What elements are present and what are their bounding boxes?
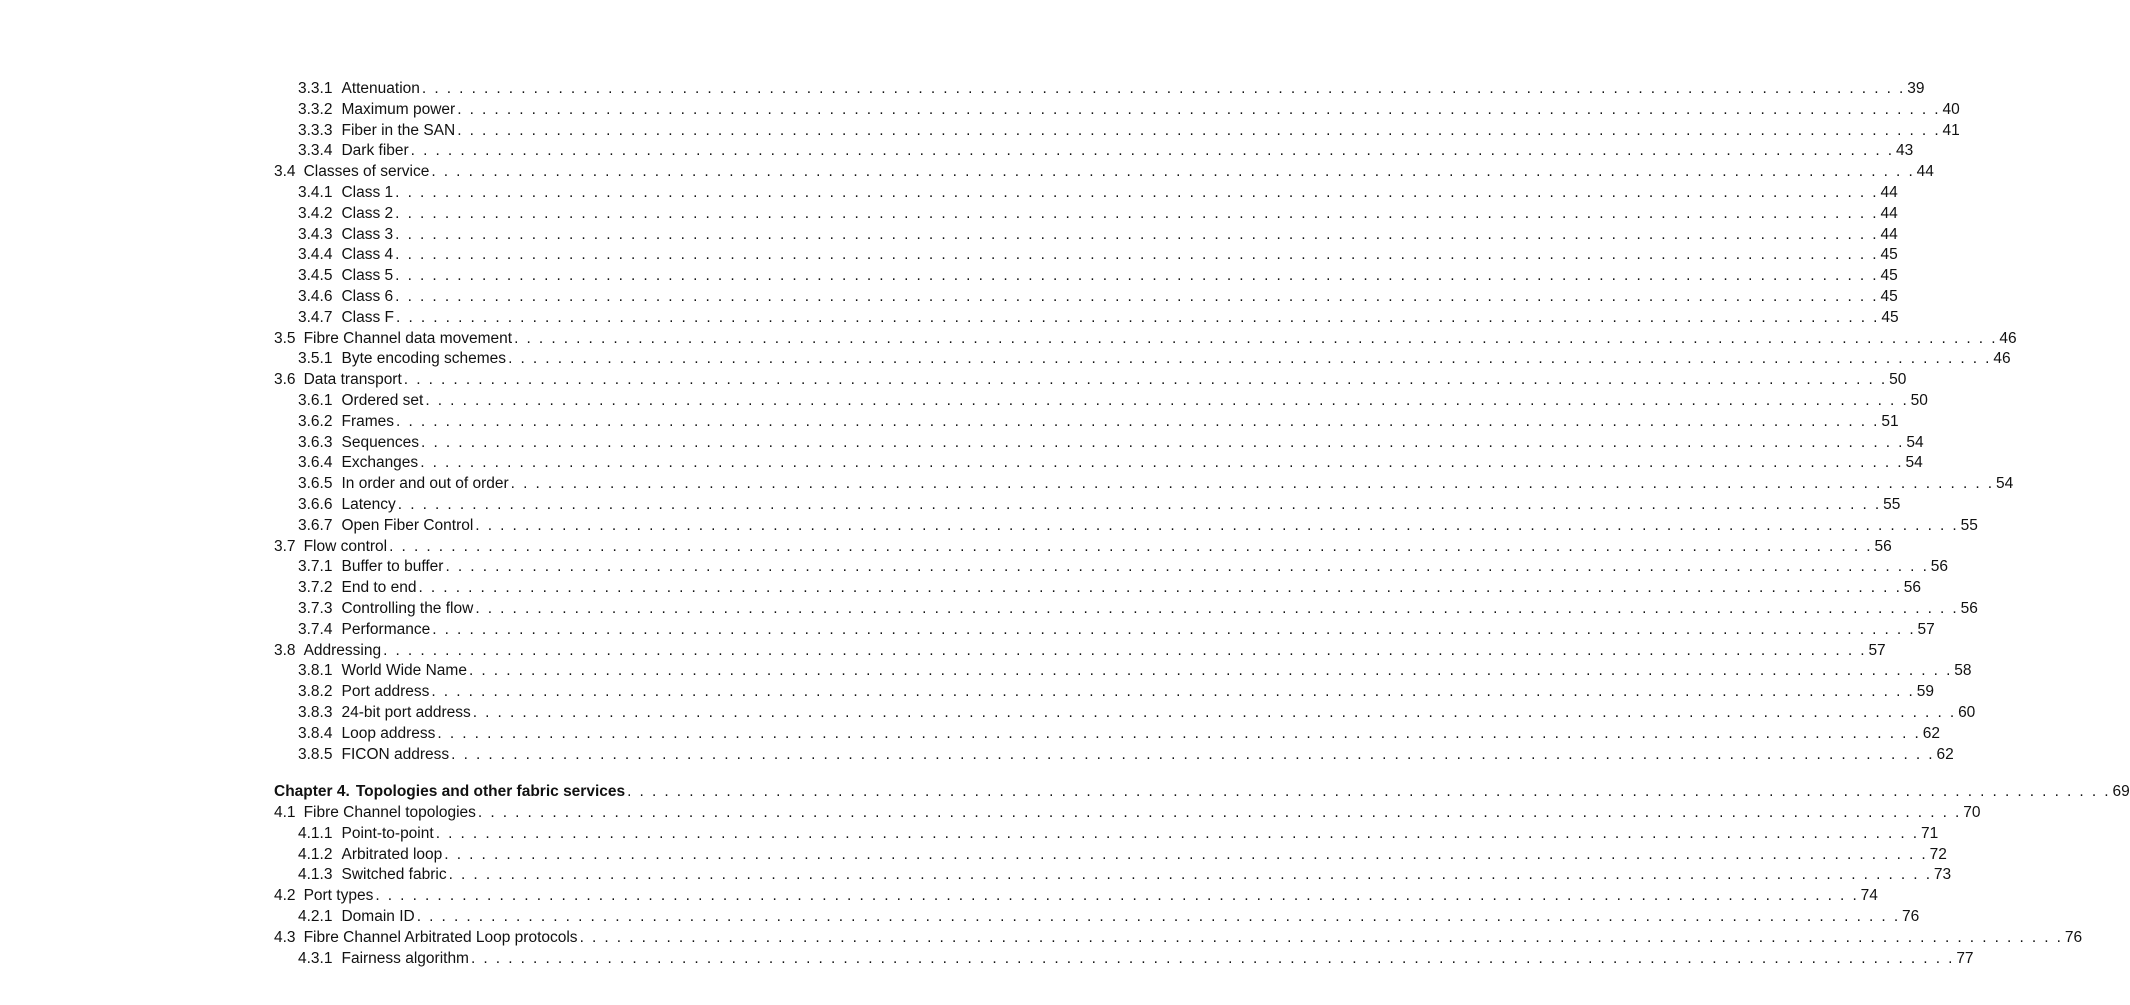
toc-entry-page-number: 62	[1936, 745, 1954, 763]
dot-leader: . . . . . . . . . . . . . . . . . . . . . . . . . . . . . . . . . . . . . . . . . . . . . . . . . . . . . . . . . . . . . . . . . . . . . . . . . . . . . . . . . . . . . . . . . . . . . . . . . . . . . . . . . . . . . . . . . . . . . . . .	[457, 121, 1941, 139]
toc-entry-page-number: 44	[1880, 204, 1898, 222]
dot-leader: . . . . . . . . . . . . . . . . . . . . . . . . . . . . . . . . . . . . . . . . . . . . . . . . . . . . . . . . . . . . . . . . . . . . . . . . . . . . . . . . . . . . . . . . . . . . . . . . . . . . . . . . . . . . . . . . . . . . . . . .	[437, 724, 1921, 742]
toc-entry-title: Class 4	[341, 246, 394, 264]
dot-leader: . . . . . . . . . . . . . . . . . . . . . . . . . . . . . . . . . . . . . . . . . . . . . . . . . . . . . . . . . . . . . . . . . . . . . . . . . . . . . . . . . . . . . . . . . . . . . . . . . . . . . . . . . . . . . . . . . . . . . . . .	[395, 287, 1879, 305]
toc-entry-title: Fibre Channel data movement	[303, 329, 513, 347]
dot-leader: . . . . . . . . . . . . . . . . . . . . . . . . . . . . . . . . . . . . . . . . . . . . . . . . . . . . . . . . . . . . . . . . . . . . . . . . . . . . . . . . . . . . . . . . . . . . . . . . . . . . . . . . . . . . . . . . . . . . . . . .	[420, 454, 1904, 472]
dot-leader: . . . . . . . . . . . . . . . . . . . . . . . . . . . . . . . . . . . . . . . . . . . . . . . . . . . . . . . . . . . . . . . . . . . . . . . . . . . . . . . . . . . . . . . . . . . . . . . . . . . . . . . . . . . . . . . . . . . . . . . .	[416, 908, 1901, 926]
dot-leader: . . . . . . . . . . . . . . . . . . . . . . . . . . . . . . . . . . . . . . . . . . . . . . . . . . . . . . . . . . . . . . . . . . . . . . . . . . . . . . . . . . . . . . . . . . . . . . . . . . . . . . . . . . . . . . . . . . . . . . . .	[395, 267, 1879, 285]
toc-entry-number: 4.1.2	[298, 845, 333, 863]
toc-entry-page-number: 54	[1906, 433, 1924, 451]
toc-entry-number: 3.6.3	[298, 433, 333, 451]
toc-entry-page-number: 56	[1874, 537, 1892, 555]
toc-entry[interactable]	[274, 141, 1914, 162]
toc-entry-number: 3.6.6	[298, 495, 333, 513]
toc-entry-page-number: 45	[1880, 246, 1898, 264]
toc-entry-page-number: 57	[1917, 620, 1935, 638]
toc-entry-page-number: 76	[2064, 928, 2083, 946]
toc-entry-number: 3.4.6	[298, 287, 333, 305]
toc-entry-number: 4.2.1	[298, 908, 333, 926]
toc-entry-title: Class 2	[341, 204, 394, 222]
dot-leader: . . . . . . . . . . . . . . . . . . . . . . . . . . . . . . . . . . . . . . . . . . . . . . . . . . . . . . . . . . . . . . . . . . . . . . . . . . . . . . . . . . . . . . . . . . . . . . . . . . . . . . . . . . . . . . . . . . . . . . . .	[389, 537, 1873, 555]
toc-entry[interactable]	[274, 495, 1901, 516]
toc-entry-number: Chapter 4.	[274, 783, 350, 801]
toc-entry-title: Port types	[303, 887, 374, 905]
toc-entry-title: Sequences	[341, 433, 420, 451]
dot-leader: . . . . . . . . . . . . . . . . . . . . . . . . . . . . . . . . . . . . . . . . . . . . . . . . . . . . . . . . . . . . . . . . . . . . . . . . . . . . . . . . . . . . . . . . . . . . . . . . . . . . . . . . . . . . . . . . . . . . . . . .	[475, 516, 1959, 534]
toc-entry[interactable]	[274, 308, 1899, 329]
toc-entry-page-number: 50	[1889, 371, 1907, 389]
dot-leader: . . . . . . . . . . . . . . . . . . . . . . . . . . . . . . . . . . . . . . . . . . . . . . . . . . . . . . . . . . . . . . . . . . . . . . . . . . . . . . . . . . . . . . . . . . . . . . . . . . . . . . . . . . . . . . . . . . . . . . . .	[403, 371, 1888, 389]
toc-entry-page-number: 39	[1907, 80, 1925, 97]
dot-leader: . . . . . . . . . . . . . . . . . . . . . . . . . . . . . . . . . . . . . . . . . . . . . . . . . . . . . . . . . . . . . . . . . . . . . . . . . . . . . . . . . . . . . . . . . . . . . . . . . . . . . . . . . . . . . . . . . . . . . . . .	[383, 641, 1867, 659]
dot-leader: . . . . . . . . . . . . . . . . . . . . . . . . . . . . . . . . . . . . . . . . . . . . . . . . . . . . . . . . . . . . . . . . . . . . . . . . . . . . . . . . . . . . . . . . . . . . . . . . . . . . . . . . . . . . . . . . . . . . . . . .	[457, 100, 1941, 118]
toc-entry-number: 3.3.4	[298, 142, 333, 160]
toc-entry[interactable]	[274, 245, 1898, 266]
toc-entry-page-number: 57	[1868, 641, 1886, 659]
toc-entry[interactable]	[274, 907, 1920, 928]
toc-entry[interactable]	[274, 225, 1898, 246]
toc-entry-number: 3.7.2	[298, 579, 333, 597]
toc-entry[interactable]	[274, 724, 1940, 745]
toc-entry-page-number: 59	[1916, 683, 1934, 701]
toc-entry-page-number: 44	[1880, 225, 1898, 243]
toc-entry-page-number: 50	[1910, 391, 1928, 409]
toc-entry-page-number: 43	[1896, 142, 1914, 160]
toc-entry-title: Loop address	[341, 724, 436, 742]
toc-entry-title: Fibre Channel Arbitrated Loop protocols	[303, 928, 578, 946]
toc-entry[interactable]	[274, 865, 1952, 886]
toc-entry[interactable]	[274, 162, 1934, 183]
toc-entry-page-number: 55	[1883, 495, 1901, 513]
toc-entry-page-number: 62	[1922, 724, 1940, 742]
toc-entry[interactable]	[274, 183, 1898, 204]
toc-entry[interactable]	[274, 433, 1924, 454]
toc-entry-number: 3.3.2	[298, 100, 333, 118]
toc-entry-page-number: 69	[2112, 783, 2130, 801]
dot-leader: . . . . . . . . . . . . . . . . . . . . . . . . . . . . . . . . . . . . . . . . . . . . . . . . . . . . . . . . . . . . . . . . . . . . . . . . . . . . . . . . . . . . . . . . . . . . . . . . . . . . . . . . . . . . . . . . . . . . . . . .	[432, 620, 1916, 638]
toc-entry-title: Ordered set	[341, 391, 424, 409]
dot-leader: . . . . . . . . . . . . . . . . . . . . . . . . . . . . . . . . . . . . . . . . . . . . . . . . . . . . . . . . . . . . . . . . . . . . . . . . . . . . . . . . . . . . . . . . . . . . . . . . . . . . . . . . . . . . . . . . . . . . . . . .	[421, 433, 1905, 451]
toc-entry-number: 3.6.2	[298, 412, 333, 430]
toc-entry-page-number: 76	[1902, 908, 1920, 926]
toc-entry-title: Frames	[341, 412, 395, 430]
toc-entry-title: Exchanges	[341, 454, 419, 472]
toc-entry-number: 3.3.3	[298, 121, 333, 139]
toc-entry-page-number: 40	[1942, 100, 1960, 118]
dot-leader: . . . . . . . . . . . . . . . . . . . . . . . . . . . . . . . . . . . . . . . . . . . . . . . . . . . . . . . . . . . . . . . . . . . . . . . . . . . . . . . . . . . . . . . . . . . . . . . . . . . . . . . . . . . . . . . . . . . . . . . .	[418, 579, 1902, 597]
toc-entry[interactable]	[274, 329, 2017, 350]
toc-entry-title: World Wide Name	[341, 662, 467, 680]
toc-entry-page-number: 54	[1995, 475, 2014, 493]
toc-entry[interactable]	[274, 803, 1981, 824]
toc-entry-number: 4.3	[274, 928, 296, 946]
toc-entry-number: 4.1	[274, 804, 296, 822]
toc-entry-title: Fairness algorithm	[341, 949, 469, 967]
toc-entry-number: 3.7	[274, 537, 296, 555]
toc-entry-title: Class 3	[341, 225, 394, 243]
toc-entry-page-number: 55	[1960, 516, 1978, 534]
dot-leader: . . . . . . . . . . . . . . . . . . . . . . . . . . . . . . . . . . . . . . . . . . . . . . . . . . . . . . . . . . . . . . . . . . . . . . . . . . . . . . . . . . . . . . . . . . . . . . . . . . . . . . . . . . . . . . . . . . . . . . . .	[627, 783, 2111, 801]
toc-entry[interactable]	[274, 391, 1928, 412]
toc-entry-title: Domain ID	[341, 908, 415, 926]
toc-entry[interactable]	[274, 121, 1960, 142]
dot-leader: . . . . . . . . . . . . . . . . . . . . . . . . . . . . . . . . . . . . . . . . . . . . . . . . . . . . . . . . . . . . . . . . . . . . . . . . . . . . . . . . . . . . . . . . . . . . . . . . . . . . . . . . . . . . . . . . . . . . . . . .	[396, 412, 1880, 430]
dot-leader: . . . . . . . . . . . . . . . . . . . . . . . . . . . . . . . . . . . . . . . . . . . . . . . . . . . . . . . . . . . . . . . . . . . . . . . . . . . . . . . . . . . . . . . . . . . . . . . . . . . . . . . . . . . . . . . . . . . . . . . .	[472, 703, 1957, 721]
toc-entry[interactable]	[274, 453, 1923, 474]
toc-entry-number: 3.4.3	[298, 225, 333, 243]
dot-leader: . . . . . . . . . . . . . . . . . . . . . . . . . . . . . . . . . . . . . . . . . . . . . . . . . . . . . . . . . . . . . . . . . . . . . . . . . . . . . . . . . . . . . . . . . . . . . . . . . . . . . . . . . . . . . . . . . . . . . . . .	[425, 391, 1909, 409]
toc-entry-title: End to end	[341, 579, 417, 597]
toc-entry-title: Classes of service	[303, 163, 430, 181]
toc-entry-title: In order and out of order	[341, 475, 509, 493]
toc-entry-number: 3.6.4	[298, 454, 333, 472]
toc-entry-page-number: 56	[1903, 579, 1922, 597]
toc-entry-number: 3.7.1	[298, 558, 333, 576]
toc-entry[interactable]	[274, 100, 1960, 121]
toc-entry[interactable]	[274, 599, 1978, 620]
toc-entry[interactable]	[274, 516, 1978, 537]
toc-entry-page-number: 45	[1880, 287, 1898, 305]
toc-entry[interactable]	[274, 824, 1939, 845]
toc-entry[interactable]	[274, 349, 2011, 370]
toc-entry-title: Latency	[341, 495, 396, 513]
toc-entry-number: 4.1.1	[298, 824, 333, 842]
toc-entry-title: Buffer to buffer	[341, 558, 444, 576]
toc-entry-title: Arbitrated loop	[341, 845, 443, 863]
toc-entry-number: 3.8.4	[298, 724, 333, 742]
toc-entry-number: 3.8.3	[298, 703, 333, 721]
dot-leader: . . . . . . . . . . . . . . . . . . . . . . . . . . . . . . . . . . . . . . . . . . . . . . . . . . . . . . . . . . . . . . . . . . . . . . . . . . . . . . . . . . . . . . . . . . . . . . . . . . . . . . . . . . . . . . . . . . . . . . . .	[397, 495, 1882, 513]
toc-entry[interactable]	[274, 578, 1922, 599]
toc-entry-number: 3.6	[274, 371, 296, 389]
toc-entry-title: Addressing	[303, 641, 382, 659]
toc-entry-page-number: 70	[1963, 804, 1981, 822]
toc-entry-page-number: 41	[1942, 121, 1960, 139]
toc-entry-title: Point-to-point	[341, 824, 434, 842]
toc-entry-number: 3.5.1	[298, 350, 333, 368]
toc-entry-title: Class 1	[341, 183, 394, 201]
dot-leader: . . . . . . . . . . . . . . . . . . . . . . . . . . . . . . . . . . . . . . . . . . . . . . . . . . . . . . . . . . . . . . . . . . . . . . . . . . . . . . . . . . . . . . . . . . . . . . . . . . . . . . . . . . . . . . . . . . . . . . . .	[579, 928, 2063, 946]
toc-entry-number: 4.2	[274, 887, 296, 905]
dot-leader: . . . . . . . . . . . . . . . . . . . . . . . . . . . . . . . . . . . . . . . . . . . . . . . . . . . . . . . . . . . . . . . . . . . . . . . . . . . . . . . . . . . . . . . . . . . . . . . . . . . . . . . . . . . . . . . . . . . . . . . .	[396, 308, 1880, 326]
toc-entry-number: 3.4.2	[298, 204, 333, 222]
toc-entry[interactable]	[274, 641, 1886, 662]
toc-entry-page-number: 74	[1860, 887, 1878, 905]
toc-entry-title: Class 6	[341, 287, 394, 305]
toc-entry-page-number: 44	[1880, 183, 1898, 201]
toc-entry-number: 3.7.4	[298, 620, 333, 638]
toc-entry-page-number: 58	[1954, 662, 1972, 680]
dot-leader: . . . . . . . . . . . . . . . . . . . . . . . . . . . . . . . . . . . . . . . . . . . . . . . . . . . . . . . . . . . . . . . . . . . . . . . . . . . . . . . . . . . . . . . . . . . . . . . . . . . . . . . . . . . . . . . . . . . . . . . .	[445, 558, 1929, 576]
toc-entry[interactable]	[274, 557, 1949, 578]
toc-entry-title: Open Fiber Control	[341, 516, 474, 534]
toc-entry[interactable]	[274, 79, 1925, 100]
toc-entry-page-number: 46	[1993, 350, 2011, 368]
dot-leader: . . . . . . . . . . . . . . . . . . . . . . . . . . . . . . . . . . . . . . . . . . . . . . . . . . . . . . . . . . . . . . . . . . . . . . . . . . . . . . . . . . . . . . . . . . . . . . . . . . . . . . . . . . . . . . . . . . . . . . . .	[514, 329, 1998, 347]
dot-leader: . . . . . . . . . . . . . . . . . . . . . . . . . . . . . . . . . . . . . . . . . . . . . . . . . . . . . . . . . . . . . . . . . . . . . . . . . . . . . . . . . . . . . . . . . . . . . . . . . . . . . . . . . . . . . . . . . . . . . . . .	[510, 475, 1994, 493]
dot-leader: . . . . . . . . . . . . . . . . . . . . . . . . . . . . . . . . . . . . . . . . . . . . . . . . . . . . . . . . . . . . . . . . . . . . . . . . . . . . . . . . . . . . . . . . . . . . . . . . . . . . . . . . . . . . . . . . . . . . . . . .	[395, 204, 1879, 222]
toc-entry-number: 3.8.2	[298, 683, 333, 701]
toc-entry-page-number: 56	[1930, 558, 1949, 576]
toc-entry[interactable]	[274, 745, 1954, 766]
toc-entry-title: Flow control	[303, 537, 388, 555]
toc-entry-page-number: 51	[1881, 412, 1899, 430]
dot-leader: . . . . . . . . . . . . . . . . . . . . . . . . . . . . . . . . . . . . . . . . . . . . . . . . . . . . . . . . . . . . . . . . . . . . . . . . . . . . . . . . . . . . . . . . . . . . . . . . . . . . . . . . . . . . . . . . . . . . . . . .	[508, 350, 1992, 368]
toc-entry[interactable]	[274, 703, 1976, 724]
toc-entry-number: 4.1.3	[298, 866, 333, 884]
toc-entry-number: 3.4.4	[298, 246, 333, 264]
dot-leader: . . . . . . . . . . . . . . . . . . . . . . . . . . . . . . . . . . . . . . . . . . . . . . . . . . . . . . . . . . . . . . . . . . . . . . . . . . . . . . . . . . . . . . . . . . . . . . . . . . . . . . . . . . . . . . . . . . . . . . . .	[475, 599, 1959, 617]
toc-entry-number: 3.3.1	[298, 80, 333, 97]
toc-entry-title: Fiber in the SAN	[341, 121, 456, 139]
toc-entry-number: 3.7.3	[298, 599, 333, 617]
dot-leader: . . . . . . . . . . . . . . . . . . . . . . . . . . . . . . . . . . . . . . . . . . . . . . . . . . . . . . . . . . . . . . . . . . . . . . . . . . . . . . . . . . . . . . . . . . . . . . . . . . . . . . . . . . . . . . . . . . . . . . . .	[395, 246, 1879, 264]
dot-leader: . . . . . . . . . . . . . . . . . . . . . . . . . . . . . . . . . . . . . . . . . . . . . . . . . . . . . . . . . . . . . . . . . . . . . . . . . . . . . . . . . . . . . . . . . . . . . . . . . . . . . . . . . . . . . . . . . . . . . . . .	[448, 866, 1932, 884]
toc-entry-title: Port address	[341, 683, 430, 701]
toc-entry-page-number: 77	[1956, 949, 1974, 967]
dot-leader: . . . . . . . . . . . . . . . . . . . . . . . . . . . . . . . . . . . . . . . . . . . . . . . . . . . . . . . . . . . . . . . . . . . . . . . . . . . . . . . . . . . . . . . . . . . . . . . . . . . . . . . . . . . . . . . . . . . . . . . .	[431, 683, 1915, 701]
toc-entry-title: Byte encoding schemes	[341, 350, 507, 368]
toc-entry-page-number: 46	[1999, 329, 2017, 347]
toc-entry-page-number: 72	[1929, 845, 1947, 863]
toc-entry[interactable]	[274, 845, 1947, 866]
toc-entry-title: Maximum power	[341, 100, 456, 118]
dot-leader: . . . . . . . . . . . . . . . . . . . . . . . . . . . . . . . . . . . . . . . . . . . . . . . . . . . . . . . . . . . . . . . . . . . . . . . . . . . . . . . . . . . . . . . . . . . . . . . . . . . . . . . . . . . . . . . . . . . . . . . .	[395, 183, 1879, 201]
dot-leader: . . . . . . . . . . . . . . . . . . . . . . . . . . . . . . . . . . . . . . . . . . . . . . . . . . . . . . . . . . . . . . . . . . . . . . . . . . . . . . . . . . . . . . . . . . . . . . . . . . . . . . . . . . . . . . . . . . . . . . . .	[375, 887, 1859, 905]
dot-leader: . . . . . . . . . . . . . . . . . . . . . . . . . . . . . . . . . . . . . . . . . . . . . . . . . . . . . . . . . . . . . . . . . . . . . . . . . . . . . . . . . . . . . . . . . . . . . . . . . . . . . . . . . . . . . . . . . . . . . . . .	[468, 662, 1953, 680]
toc-entry[interactable]	[274, 266, 1898, 287]
toc-entry-number: 3.4.1	[298, 183, 333, 201]
toc-entry-page-number: 56	[1960, 599, 1978, 617]
toc-entry[interactable]	[274, 370, 1907, 391]
toc-entry-number: 3.4.7	[298, 308, 333, 326]
toc-entry[interactable]	[274, 886, 1878, 907]
toc-entry-title: Controlling the flow	[341, 599, 474, 617]
toc-entry-page-number: 71	[1921, 824, 1939, 842]
toc-entry-title: Class 5	[341, 267, 394, 285]
dot-leader: . . . . . . . . . . . . . . . . . . . . . . . . . . . . . . . . . . . . . . . . . . . . . . . . . . . . . . . . . . . . . . . . . . . . . . . . . . . . . . . . . . . . . . . . . . . . . . . . . . . . . . . . . . . . . . . . . . . . . . . .	[435, 824, 1920, 842]
toc-entry-page-number: 45	[1880, 267, 1898, 285]
toc-entry-title: Fibre Channel topologies	[303, 804, 476, 822]
toc-entry-title: 24-bit port address	[341, 703, 471, 721]
toc-entry[interactable]	[274, 287, 1898, 308]
toc-entry-number: 4.3.1	[298, 949, 333, 967]
toc-entry-number: 3.6.1	[298, 391, 333, 409]
toc-entry[interactable]	[274, 949, 1974, 970]
toc-entry-number: 3.4	[274, 163, 296, 181]
dot-leader: . . . . . . . . . . . . . . . . . . . . . . . . . . . . . . . . . . . . . . . . . . . . . . . . . . . . . . . . . . . . . . . . . . . . . . . . . . . . . . . . . . . . . . . . . . . . . . . . . . . . . . . . . . . . . . . . . . . . . . . .	[395, 225, 1879, 243]
dot-leader: . . . . . . . . . . . . . . . . . . . . . . . . . . . . . . . . . . . . . . . . . . . . . . . . . . . . . . . . . . . . . . . . . . . . . . . . . . . . . . . . . . . . . . . . . . . . . . . . . . . . . . . . . . . . . . . . . . . . . . . .	[431, 163, 1915, 181]
toc-entry-page-number: 45	[1881, 308, 1899, 326]
toc-entry-title: Topologies and other fabric services	[355, 783, 626, 801]
table-of-contents	[274, 79, 2130, 969]
toc-entry[interactable]	[274, 412, 1899, 433]
toc-chapter-entry[interactable]	[274, 782, 2130, 803]
toc-entry-number: 3.6.5	[298, 475, 333, 493]
toc-entry-number: 3.5	[274, 329, 296, 347]
dot-leader: . . . . . . . . . . . . . . . . . . . . . . . . . . . . . . . . . . . . . . . . . . . . . . . . . . . . . . . . . . . . . . . . . . . . . . . . . . . . . . . . . . . . . . . . . . . . . . . . . . . . . . . . . . . . . . . . . . . . . . . .	[421, 80, 1906, 97]
toc-entry-title: Switched fabric	[341, 866, 447, 884]
toc-entry-page-number: 60	[1958, 703, 1976, 721]
toc-entry-title: Dark fiber	[341, 142, 409, 160]
dot-leader: . . . . . . . . . . . . . . . . . . . . . . . . . . . . . . . . . . . . . . . . . . . . . . . . . . . . . . . . . . . . . . . . . . . . . . . . . . . . . . . . . . . . . . . . . . . . . . . . . . . . . . . . . . . . . . . . . . . . . . . .	[444, 845, 1928, 863]
toc-entry-page-number: 44	[1916, 163, 1934, 181]
toc-entry[interactable]	[274, 537, 1892, 558]
toc-entry-page-number: 73	[1933, 866, 1952, 884]
toc-entry-title: Class F	[341, 308, 395, 326]
dot-leader: . . . . . . . . . . . . . . . . . . . . . . . . . . . . . . . . . . . . . . . . . . . . . . . . . . . . . . . . . . . . . . . . . . . . . . . . . . . . . . . . . . . . . . . . . . . . . . . . . . . . . . . . . . . . . . . . . . . . . . . .	[451, 745, 1935, 763]
toc-entry-number: 3.6.7	[298, 516, 333, 534]
toc-entry[interactable]	[274, 620, 1935, 641]
toc-entry[interactable]	[274, 682, 1934, 703]
toc-entry-title: Attenuation	[341, 80, 420, 97]
toc-entry[interactable]	[274, 474, 2014, 495]
toc-entry-number: 3.8.5	[298, 745, 333, 763]
toc-entry[interactable]	[274, 204, 1898, 225]
toc-entry-number: 3.8.1	[298, 662, 333, 680]
toc-entry-title: Data transport	[303, 371, 402, 389]
dot-leader: . . . . . . . . . . . . . . . . . . . . . . . . . . . . . . . . . . . . . . . . . . . . . . . . . . . . . . . . . . . . . . . . . . . . . . . . . . . . . . . . . . . . . . . . . . . . . . . . . . . . . . . . . . . . . . . . . . . . . . . .	[477, 804, 1962, 822]
toc-entry[interactable]	[274, 661, 1972, 682]
toc-entry-title: FICON address	[341, 745, 450, 763]
toc-entry[interactable]	[274, 928, 2083, 949]
toc-entry-number: 3.4.5	[298, 267, 333, 285]
dot-leader: . . . . . . . . . . . . . . . . . . . . . . . . . . . . . . . . . . . . . . . . . . . . . . . . . . . . . . . . . . . . . . . . . . . . . . . . . . . . . . . . . . . . . . . . . . . . . . . . . . . . . . . . . . . . . . . . . . . . . . . .	[410, 142, 1894, 160]
dot-leader: . . . . . . . . . . . . . . . . . . . . . . . . . . . . . . . . . . . . . . . . . . . . . . . . . . . . . . . . . . . . . . . . . . . . . . . . . . . . . . . . . . . . . . . . . . . . . . . . . . . . . . . . . . . . . . . . . . . . . . . .	[470, 949, 1955, 967]
toc-entry-number: 3.8	[274, 641, 296, 659]
toc-entry-page-number: 54	[1905, 454, 1923, 472]
toc-entry-title: Performance	[341, 620, 431, 638]
